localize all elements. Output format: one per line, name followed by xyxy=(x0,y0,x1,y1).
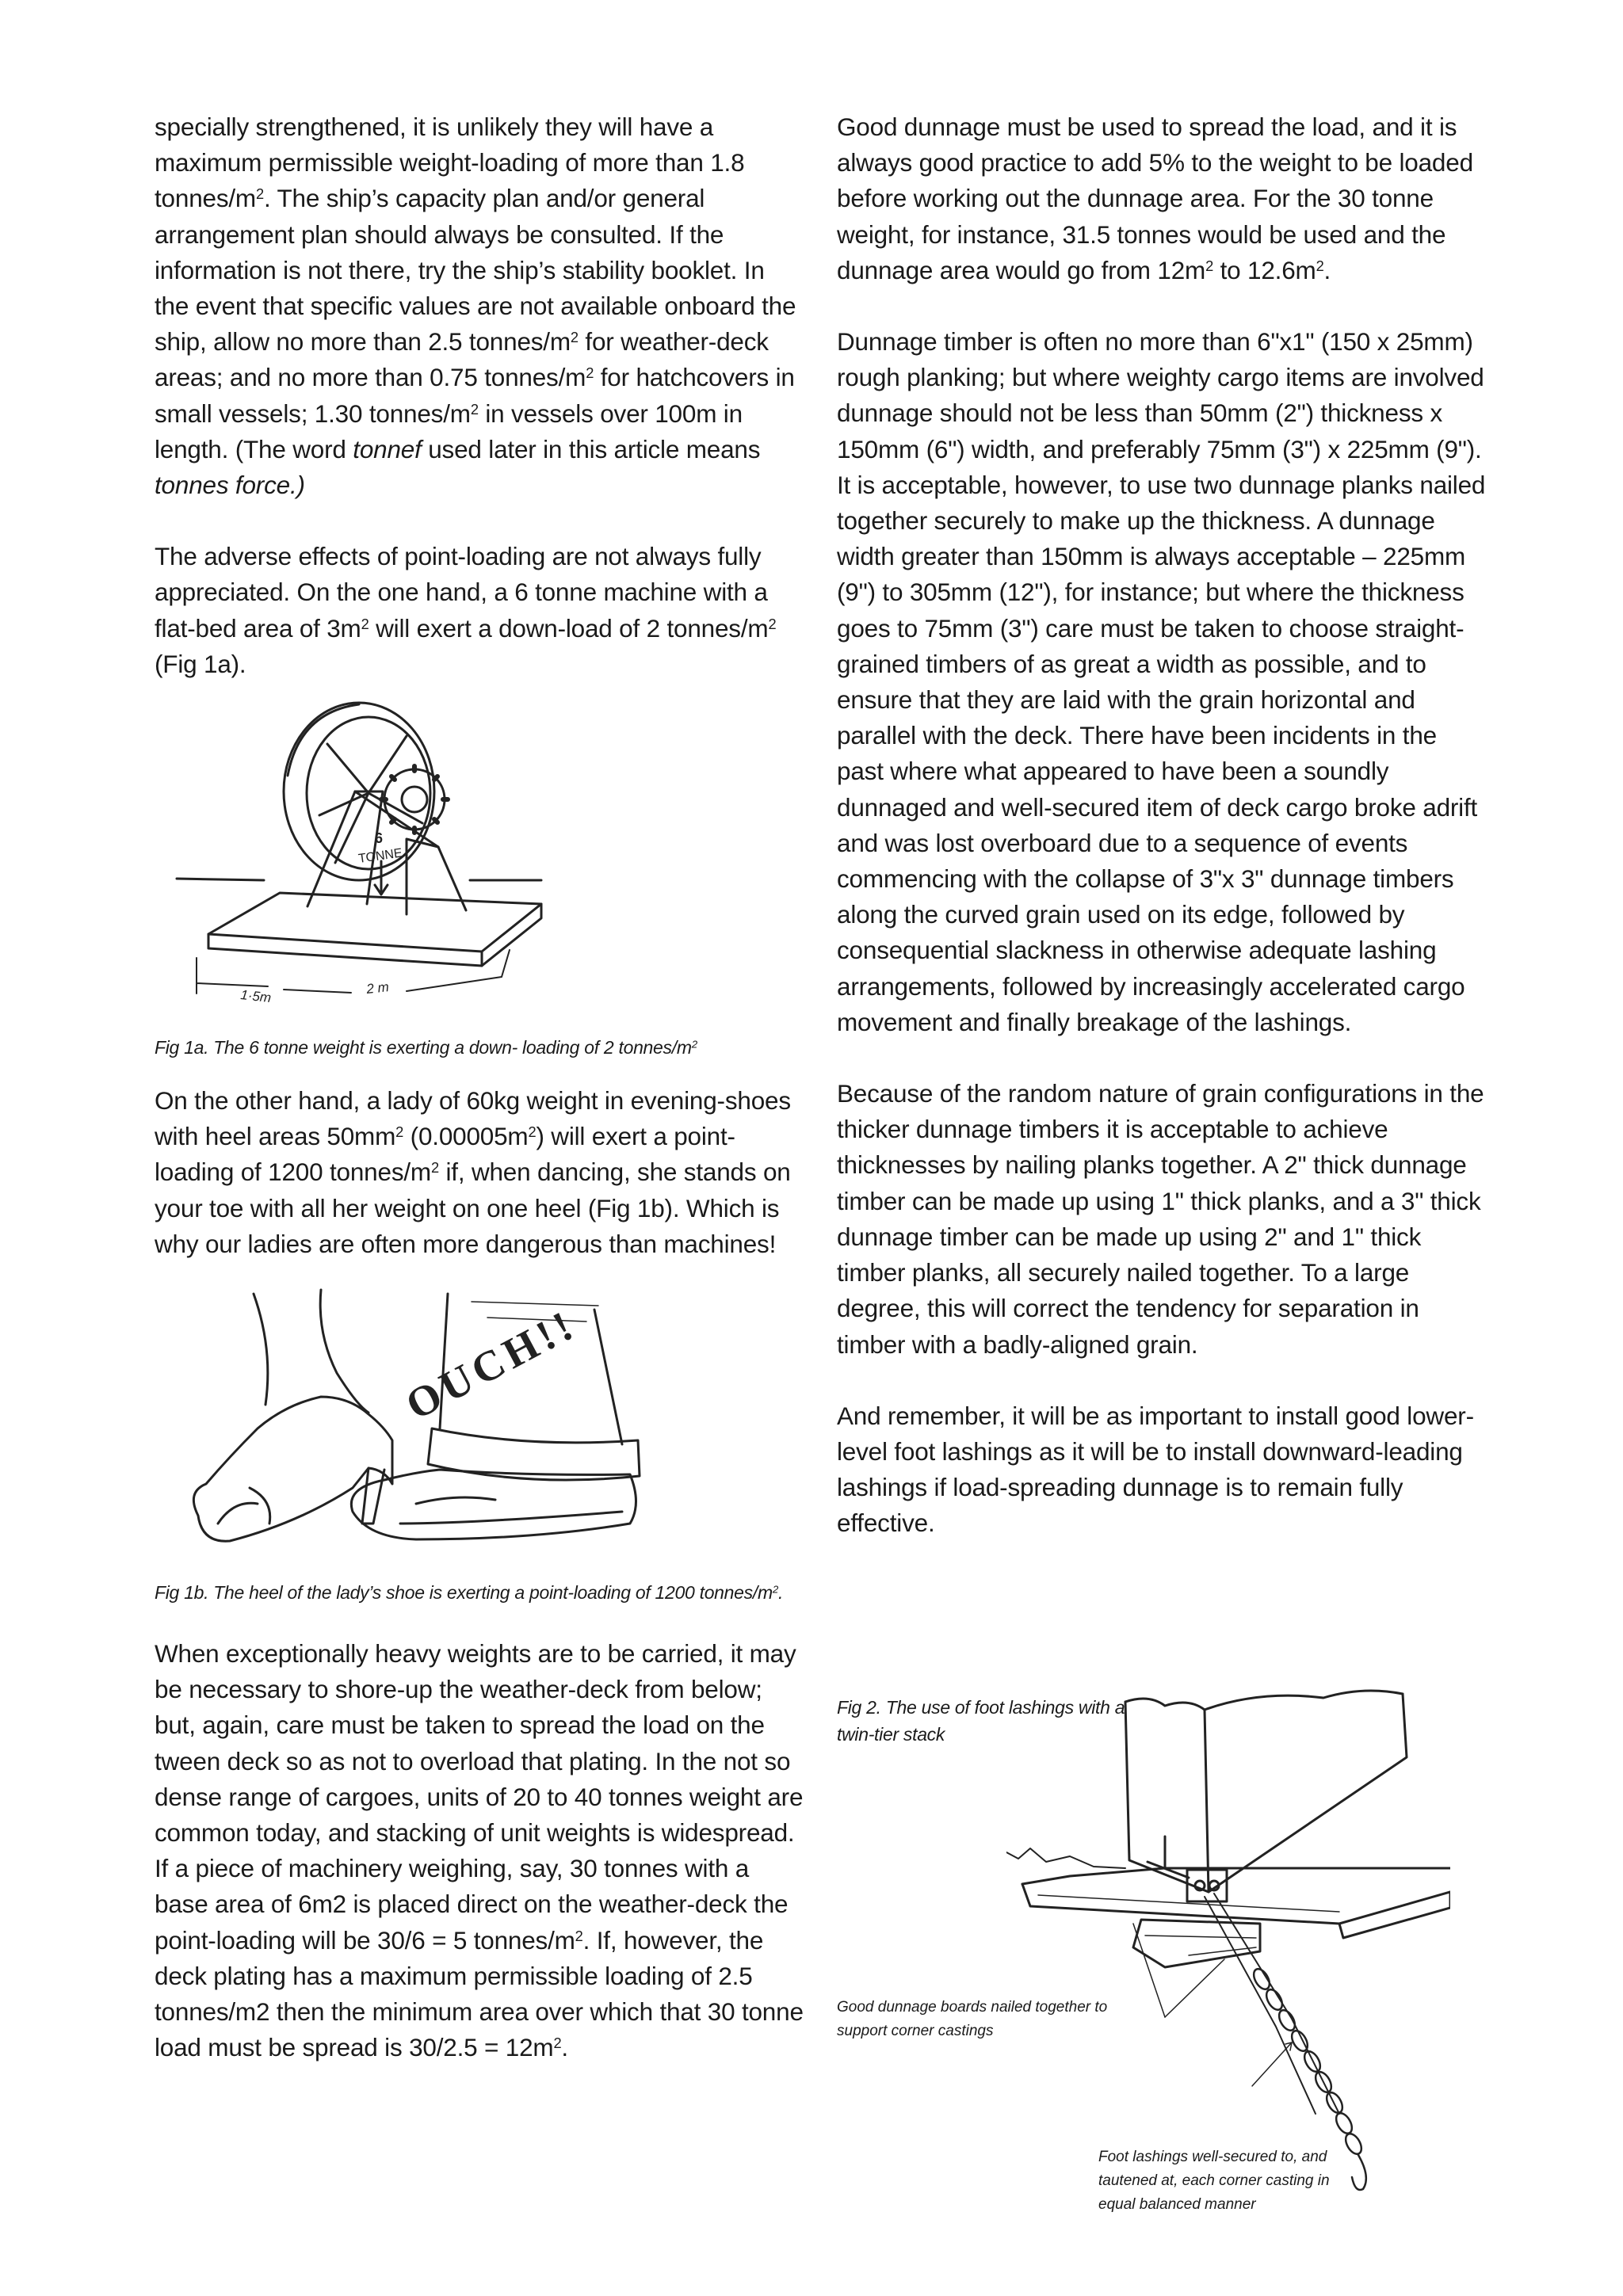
right-paragraph-4: And remember, it will be as important to install good lower-level foot lashings as it will be to install downward-leading lashings if load-spreading dunnage is to remain fully effective. xyxy=(837,1401,1474,1538)
fig-1b-ouch-text: OUCH!! xyxy=(398,1299,585,1429)
fig-2-lashing-illustration xyxy=(1006,1686,1450,2193)
left-paragraph-4: When exceptionally heavy weights are to be carried, it may be necessary to shore-up the weather-deck from below; but, again, care must be taken to spread the load on the tween deck so as not to overload that plating. In the not so dense range of cargoes, units of 20 to 40 tonnes weight are common today, and stacking of unit weights is widespread. If a piece of machinery weighing, say, 30 tonnes with a base area of 6m2 is placed direct on the weather-deck the point-loading will be 30/6 = 5 tonnes/$m^2$. If, however, the deck plating has a maximum permissible loading of 2.5 tonnes/m2 then the minimum area over which that 30 tonne load must be spread is $30/2.5 = 12m^2$. xyxy=(155,1639,804,2062)
fig-1a-dimension-2: 2 m xyxy=(365,979,390,997)
left-paragraph-2: The adverse effects of point-loading are not always fully appreciated. On the one hand, a 6 tonne machine with a flat-bed area of $3m^2$ will exert a down-load of 2 tonnes/$m^2$ (Fig 1a). xyxy=(155,542,777,678)
right-paragraph-2: Dunnage timber is often no more than 6"x1" (150 x 25mm) rough planking; but where weighty cargo items are involved dunnage should not be less than 50mm (2") thickness x 150mm (6") width, and preferably 75mm (3") x 225mm (9"). It is acceptable, however, to use two dunnage planks nailed together securely to make up the thickness. A dunnage width greater than 150mm is always acceptable – 225mm (9") to 305mm (12"), for instance; but where the thickness goes to 75mm (3") care must be taken to choose straight-grained timbers of as great a width as possible, and to ensure that they are laid with the grain horizontal and parallel with the deck. There have been incidents in the past where what appeared to have been a soundly dunnaged and well-secured item of deck cargo broke adrift and was lost overboard due to a sequence of events commencing with the collapse of 3"x 3" dunnage timbers along the curved grain used on its edge, followed by consequential slackness in otherwise adequate lashing arrangements, followed by increasingly accelerated cargo movement and finally breakage of the lashings. xyxy=(837,327,1486,1036)
right-paragraph-1: Good dunnage must be used to spread the load, and it is always good practice to add 5% to the weight to be loaded before working out the dunnage area. For the 30 tonne weight, for instance, 31.5 tonnes would be used and the dunnage area would go from $12m^2$ to $12.6m^2$. xyxy=(837,113,1473,284)
right-paragraph-3: Because of the random nature of grain configurations in the thicker dunnage timbers it is acceptable to achieve thicknesses by nailing planks together. A 2" thick dunnage timber can be made up using 1" thick planks, and a 3" thick dunnage timber can be made up using 2" and 1" thick timber planks, all securely nailed together. To a large degree, this will correct the tendency for separation in timber with a badly-aligned grain. xyxy=(837,1079,1484,1359)
fig-1a-unit-label: TONNE xyxy=(357,846,403,867)
fig-1b-shoe-illustration xyxy=(155,1286,646,1555)
fig-1a-machine-illustration xyxy=(169,696,565,1029)
fig-2-dunnage-label: Good dunnage boards nailed together to support corner castings xyxy=(837,1999,1108,2039)
fig-2-caption: Fig 2. The use of foot lashings with a twin-tier stack xyxy=(837,1697,1125,1745)
fig-1b-caption: Fig 1b. The heel of the lady’s shoe is exerting a point-loading of 1200 tonnes/$m^2$. xyxy=(155,1582,784,1604)
fig-1a-caption: Fig 1a. The 6 tonne weight is exerting a down- loading of 2 tonnes/$m^2$ xyxy=(155,1037,697,1058)
left-paragraph-3: On the other hand, a lady of 60kg weight in evening-shoes with heel areas $50mm^2$ $(0.00005m^2)$ will exert a point-loading of 1200 tonnes/$m^2$ if, when dancing, she stands on your toe with all her weight on one heel (Fig 1b). Which is why our ladies are often more dangerous than machines! xyxy=(155,1086,791,1258)
fig-2-lashings-label: Foot lashings well-secured to, and tautened at, each corner casting in equal balanced manner xyxy=(1098,2149,1330,2213)
left-column xyxy=(155,109,804,2066)
fig-1a-weight-label: 6 xyxy=(375,830,384,847)
left-paragraph-1: specially strengthened, it is unlikely they will have a maximum permissible weight-loading of more than 1.8 tonnes/$m^2$. The ship’s capacity plan and/or general arrangement plan should always be consulted. If the information is not there, try the ship’s stability booklet. In the event that specific values are not available onboard the ship, allow no more than 2.5 tonnes/$m^2$ for weather-deck areas; and no more than 0.75 tonnes/$m^2$ for hatchcovers in small vessels; 1.30 tonnes/$m^2$ in vessels over 100m in length. (The word tonnef used later in this article means tonnes force.) xyxy=(155,113,796,500)
fig-1a-dimension-1: 1·5m xyxy=(239,987,273,1006)
right-column xyxy=(837,109,1487,1542)
